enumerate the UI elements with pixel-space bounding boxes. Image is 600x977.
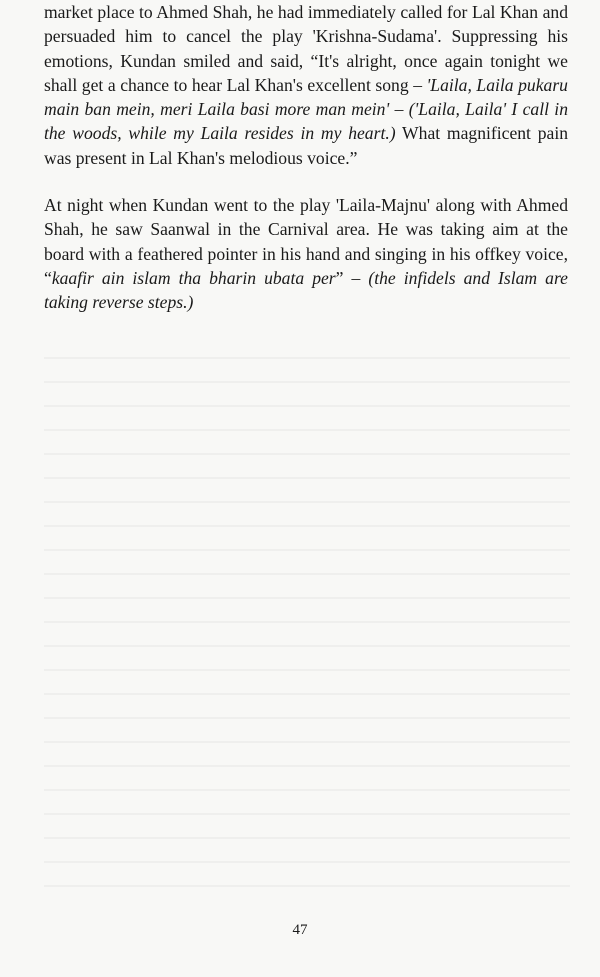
song-translation-italic: ('Laila, Laila' I call in the woods, while my Laila resides in my heart.) — [44, 99, 568, 144]
body-text — [44, 0, 568, 315]
paragraph-2 — [44, 193, 568, 314]
song-lyrics-italic: kaafir ain islam tha bharin ubata per — [51, 267, 336, 288]
text-run: At night when Kundan went to the play 'Laila-Majnu' along with Ahmed Shah, he saw Saanwal in the Carnival area. He was taking aim at the board with a feathered pointer in his hand and singing in his offkey voice, “ — [44, 195, 568, 288]
page-number: 47 — [292, 922, 308, 938]
song-lyrics-italic: 'Laila, Laila pukaru main ban mein, meri Laila basi more man mein' — [44, 74, 568, 120]
paragraph-1 — [44, 0, 568, 170]
text-run: What magnificent pain was present in Lal Khan's melodious voice.” — [44, 123, 568, 168]
text-run: ” – — [335, 267, 369, 288]
text-run: market place to Ahmed Shah, he had immediately called for Lal Khan and persuaded him to cancel the play 'Krishna-Sudama'. Suppressing his emotions, Kundan smiled and said, “It's alright, once again tonight we shall get a chance to hear Lal Khan's excellent song – — [44, 2, 568, 95]
paper-show-through — [44, 340, 570, 900]
song-translation-italic: (the infidels and Islam are taking reverse steps.) — [44, 267, 568, 313]
text-run: – — [389, 99, 409, 120]
